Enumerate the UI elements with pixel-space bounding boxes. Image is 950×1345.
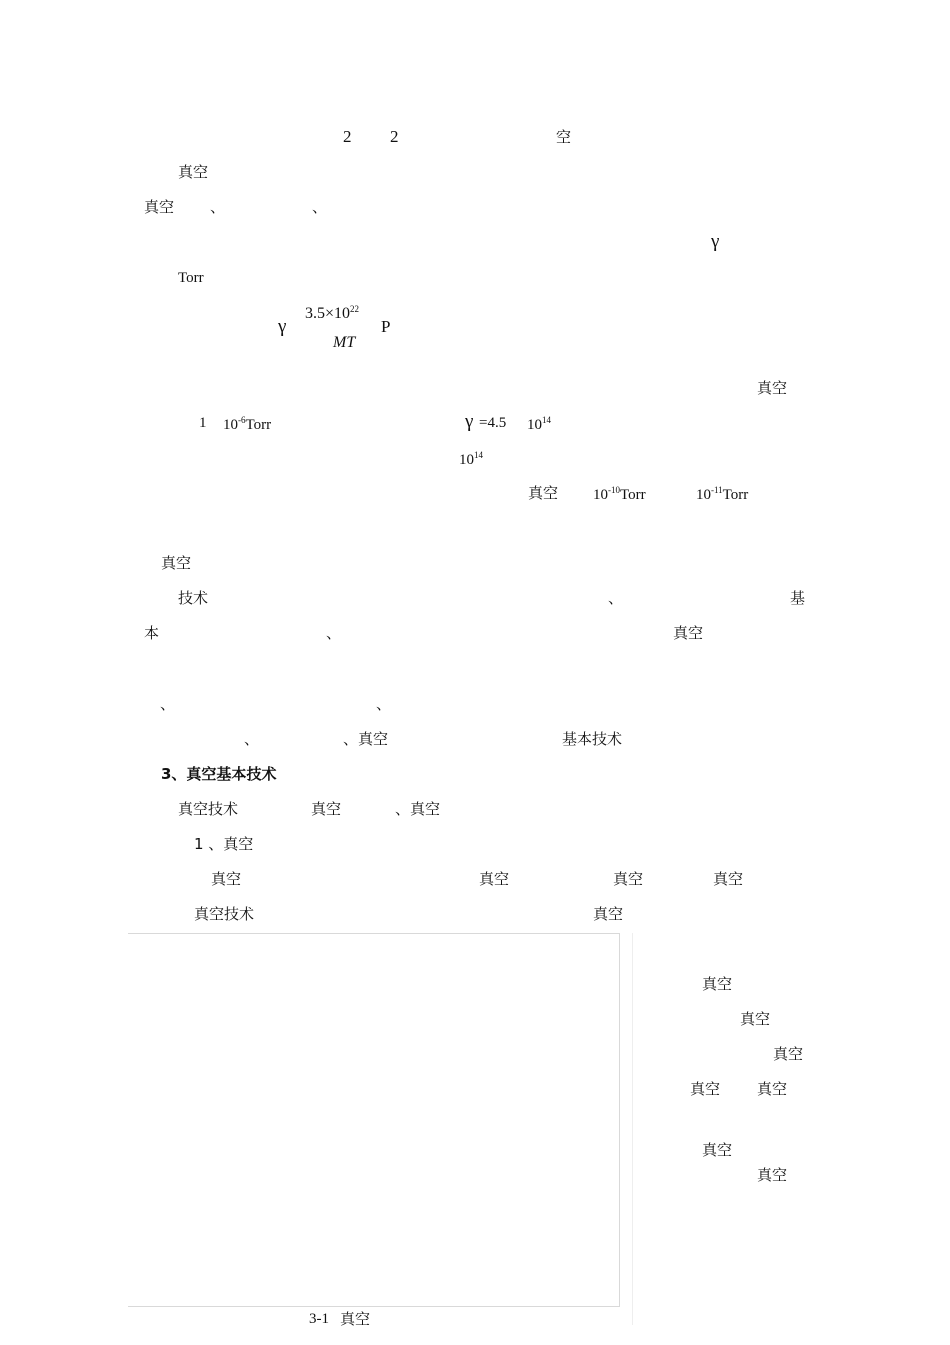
text-vacuum-technology: 真空技术 [194, 905, 255, 923]
text-vacuum: 真空 [613, 870, 644, 888]
figure-frame-right [619, 933, 620, 1307]
heading-word: 空 [556, 128, 572, 146]
formula-numerator: $3.5\times 10^{22}$ [305, 304, 360, 322]
text-comma: 、 [312, 198, 328, 216]
text-comma: 、 [326, 624, 342, 642]
text-vacuum-range: 真空 [528, 484, 559, 502]
text-vacuum: 真空 [211, 870, 242, 888]
figure-divider [632, 933, 633, 1325]
power-ten-14: $10^{14}$ [459, 450, 483, 468]
example-gamma: γ [465, 411, 474, 432]
text-comma-vacuum: 、真空 [343, 730, 389, 748]
text-ji: 基 [790, 589, 806, 607]
side-note: 真空 [702, 1141, 733, 1159]
text-vacuum: 真空 [593, 905, 624, 923]
formula-gamma: γ [278, 316, 287, 337]
text-comma: 、 [244, 730, 260, 748]
text-vacuum-right: 真空 [757, 379, 788, 397]
text-vacuum-technology: 真空技术 [178, 800, 239, 818]
example-eq: =4.5 [479, 415, 507, 431]
text-comma: 、 [210, 198, 226, 216]
figure-caption-text: 真空 [340, 1310, 371, 1328]
text-vacuum: 真空 [311, 800, 342, 818]
gamma-symbol: γ [711, 231, 720, 252]
side-note: 真空 [757, 1080, 788, 1098]
side-note: 真空 [740, 1010, 771, 1028]
heading-number-1: 2 [343, 127, 352, 146]
side-note: 真空 [702, 975, 733, 993]
heading-number-2: 2 [390, 127, 399, 146]
text-vacuum: 真空 [479, 870, 510, 888]
text-comma: 、 [376, 695, 392, 713]
formula-denominator: MT [333, 334, 356, 351]
text-technology: 技术 [178, 589, 209, 607]
section-heading: 3、真空基本技术 [161, 765, 277, 783]
side-note: 真空 [757, 1166, 788, 1184]
text-vacuum-para2: 真空 [161, 554, 192, 572]
figure-caption-number: 3-1 [309, 1311, 329, 1327]
text-basic-technology: 基本技术 [562, 730, 623, 748]
text-comma: 、 [608, 589, 624, 607]
side-note: 真空 [690, 1080, 721, 1098]
example-pressure: $10^{-6}Torr$ [223, 415, 272, 433]
text-vacuum-1: 真空 [178, 163, 209, 181]
pressure-10-11: $10^{-11}Torr$ [696, 485, 749, 503]
figure-frame-bottom [128, 1306, 620, 1307]
text-comma-vacuum: 、真空 [395, 800, 441, 818]
pressure-10-10: $10^{-10}Torr$ [593, 485, 646, 503]
text-comma: 、 [160, 695, 176, 713]
unit-torr: Torr [178, 270, 204, 286]
text-ben: 本 [144, 624, 160, 642]
text-vacuum-2: 真空 [144, 198, 175, 216]
figure-frame-top [128, 933, 620, 934]
side-note: 真空 [773, 1045, 804, 1063]
text-vacuum: 真空 [713, 870, 744, 888]
subsection-heading: 1 、真空 [194, 835, 254, 853]
example-power: $10^{14}$ [527, 415, 551, 433]
formula-tail: P [381, 317, 391, 336]
text-vacuum-para2b: 真空 [673, 624, 704, 642]
example-one: 1 [199, 415, 207, 431]
